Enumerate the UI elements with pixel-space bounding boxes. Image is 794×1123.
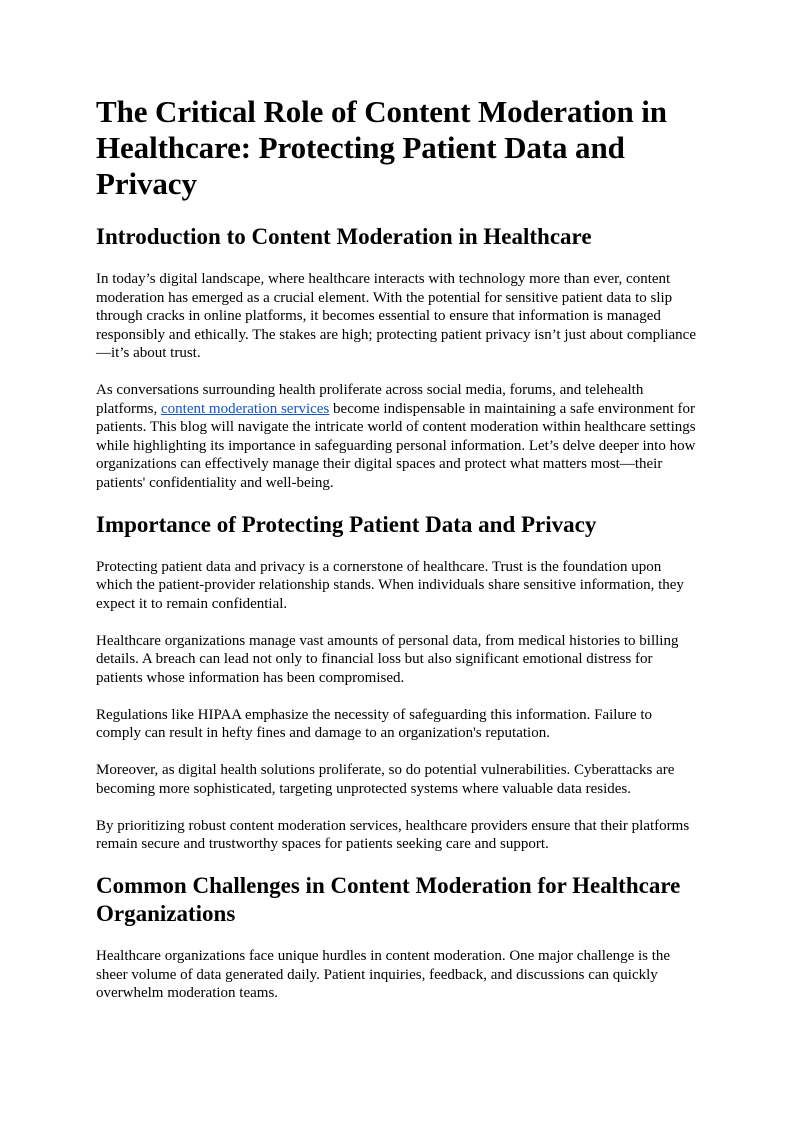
paragraph: Moreover, as digital health solutions proliferate, so do potential vulnerabilities. Cyberattacks are becoming more sophisticated, targeting unprotected systems where valuable data resides. — [96, 762, 675, 797]
paragraph-text: become indispensable in maintaining a safe environment for patients. This blog will navigate the intricate world of content moderation within healthcare settings while highlighting its importance in safeguarding personal information. Let’s delve deeper into how organizations can effectively manage their digital spaces and protect what matters most—their patients' confidentiality and well-being. — [96, 400, 696, 491]
paragraph: Healthcare organizations manage vast amounts of personal data, from medical histories to billing details. A breach can lead not only to financial loss but also significant emotional distress for patients whose information has been compromised. — [96, 632, 679, 686]
paragraph: Regulations like HIPAA emphasize the necessity of safeguarding this information. Failure to comply can result in hefty fines and damage to an organization's reputation. — [96, 706, 653, 741]
paragraph: Healthcare organizations face unique hurdles in content moderation. One major challenge is the sheer volume of data generated daily. Patient inquiries, feedback, and discussions can quickly overwhelm moderation teams. — [96, 948, 671, 1001]
page-title: The Critical Role of Content Moderation in Healthcare: Protecting Patient Data and Privacy — [96, 94, 667, 201]
paragraph-text: As conversations surrounding health proliferate across social media, forums, and telehealth platforms, — [96, 382, 644, 417]
section-heading-introduction: Introduction to Content Moderation in Healthcare — [96, 224, 592, 249]
paragraph: In today’s digital landscape, where healthcare interacts with technology more than ever, content moderation has emerged as a crucial element. With the potential for sensitive patient data to slip through cracks in online platforms, it becomes essential to ensure that information is managed responsibly and ethically. The stakes are high; protecting patient privacy isn’t just about compliance—it’s about trust. — [96, 271, 696, 361]
paragraph: Protecting patient data and privacy is a cornerstone of healthcare. Trust is the foundation upon which the patient-provider relationship stands. When individuals share sensitive information, they expect it to remain confidential. — [96, 558, 684, 612]
content-moderation-services-link[interactable]: content moderation services — [161, 400, 330, 417]
section-heading-challenges: Common Challenges in Content Moderation for Healthcare Organizations — [96, 873, 681, 926]
section-heading-importance: Importance of Protecting Patient Data and Privacy — [96, 511, 597, 537]
document-page — [96, 94, 700, 1021]
paragraph: By prioritizing robust content moderation services, healthcare providers ensure that their platforms remain secure and trustworthy spaces for patients seeking care and support. — [96, 817, 690, 852]
paragraph-with-link — [96, 381, 700, 492]
